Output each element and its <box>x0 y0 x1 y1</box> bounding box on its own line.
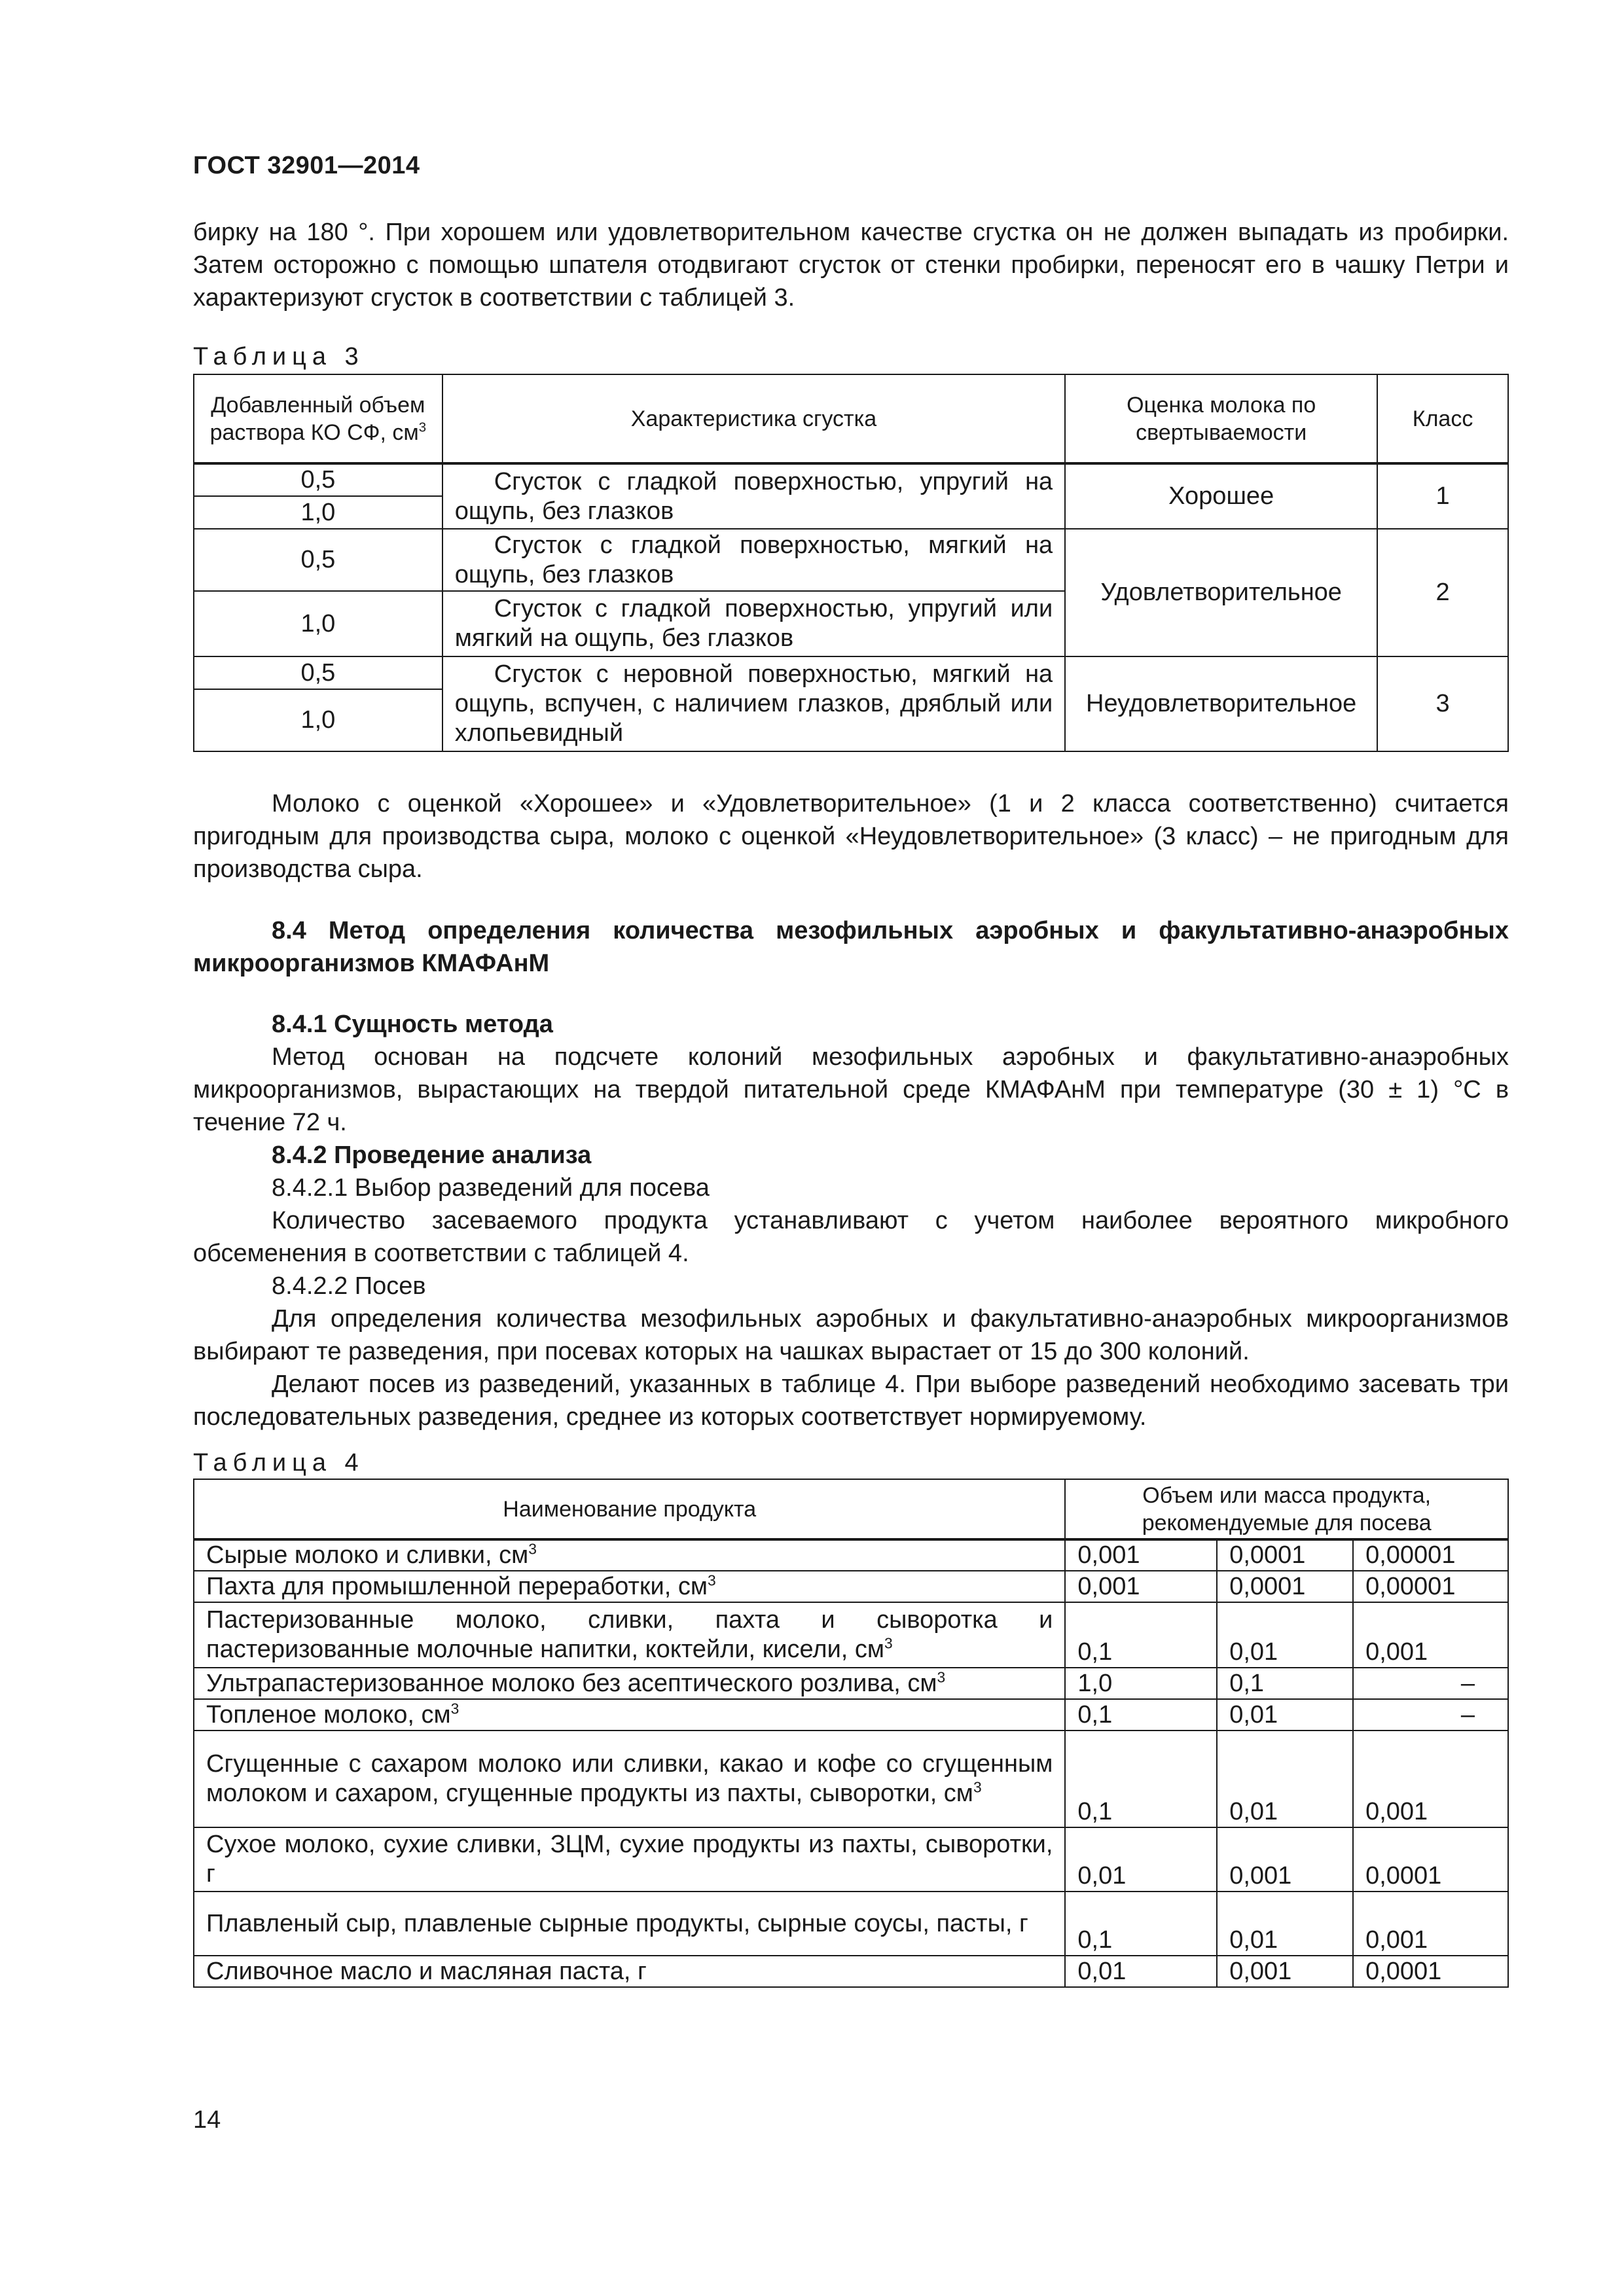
value-cell: 0,001 <box>1217 1956 1353 1987</box>
characteristic-cell: Сгусток с неровной поверхностью, мягкий на ощупь, вспучен, с наличием глазков, дряблый или хлопьевидный <box>442 656 1066 751</box>
section-8-4-body <box>193 1008 1509 1433</box>
value-cell: 0,1 <box>1217 1668 1353 1699</box>
class-cell: 2 <box>1377 529 1508 656</box>
rating-cell: Удовлетворительное <box>1065 529 1377 656</box>
product-name-cell: Топленое молоко, $см^3$ <box>194 1699 1065 1731</box>
table-row <box>194 656 1508 689</box>
table3-header-rating: Оценка молока по свертываемости <box>1065 374 1377 463</box>
table3 <box>193 374 1509 752</box>
product-name-cell: Сухое молоко, сухие сливки, ЗЦМ, сухие продукты из пахты, сыворотки, г <box>194 1827 1065 1892</box>
value-cell: 0,001 <box>1065 1539 1217 1571</box>
rating-cell: Хорошее <box>1065 463 1377 529</box>
value-cell: 0,0001 <box>1217 1571 1353 1602</box>
table4-caption: Таблица 4 <box>193 1449 365 1477</box>
table4 <box>193 1479 1509 1988</box>
class-cell: 1 <box>1377 463 1508 529</box>
product-name-cell: Сгущенные с сахаром молоко или сливки, какао и кофе со сгущенным молоком и сахаром, сгущенные продукты из пахты, сыворотки, $см^3$ <box>194 1731 1065 1827</box>
table-row <box>194 1956 1508 1987</box>
value-cell: 0,00001 <box>1353 1539 1508 1571</box>
value-cell: 0,01 <box>1217 1892 1353 1956</box>
value-cell: 0,1 <box>1065 1699 1217 1731</box>
value-cell: 1,0 <box>1065 1668 1217 1699</box>
table4-header-volume: Объем или масса продукта, рекомендуемые для посева <box>1065 1479 1508 1539</box>
table-row <box>194 1602 1508 1668</box>
table4-header-product: Наименование продукта <box>194 1479 1065 1539</box>
product-name-cell: Сливочное масло и масляная паста, г <box>194 1956 1065 1987</box>
table-row <box>194 529 1508 591</box>
section-8-4-title: 8.4 Метод определения количества мезофильных аэробных и факультативно-анаэробных микроорганизмов КМАФАнМ <box>193 917 1509 977</box>
section-8-4-2-1-title: 8.4.2.1 Выбор разведений для посева <box>272 1174 710 1202</box>
section-8-4-2-2-text1: Для определения количества мезофильных аэробных и факультативно-анаэробных микроорганизмов выбирают те разведения, при посевах которых на чашках вырастает от 15 до 300 колоний. <box>193 1305 1509 1365</box>
value-cell: 0,01 <box>1217 1699 1353 1731</box>
characteristic-cell: Сгусток с гладкой поверхностью, мягкий на ощупь, без глазков <box>442 529 1066 591</box>
table3-header-row <box>194 374 1508 463</box>
value-cell: 0,01 <box>1217 1602 1353 1668</box>
rating-cell: Неудовлетворительное <box>1065 656 1377 751</box>
value-cell: 0,01 <box>1065 1827 1217 1892</box>
value-cell: 0,01 <box>1217 1731 1353 1827</box>
table3-header-class: Класс <box>1377 374 1508 463</box>
intro-paragraph <box>193 216 1509 314</box>
value-cell: – <box>1353 1668 1508 1699</box>
value-cell: 0,00001 <box>1353 1571 1508 1602</box>
table-row <box>194 1892 1508 1956</box>
value-cell: 0,1 <box>1065 1892 1217 1956</box>
section-8-4-2-2-title: 8.4.2.2 Посев <box>272 1272 426 1300</box>
table-row <box>194 1827 1508 1892</box>
page-number: 14 <box>193 2106 221 2134</box>
after-table3-text: Молоко с оценкой «Хорошее» и «Удовлетворительное» (1 и 2 класса соответственно) считается пригодным для производства сыра, молоко с оценкой «Неудовлетворительное» (3 класс) – не пригодным для производства сыра. <box>193 790 1509 883</box>
value-cell: 0,1 <box>1065 1731 1217 1827</box>
volume-cell: 0,5 <box>194 529 442 591</box>
value-cell: 0,001 <box>1353 1892 1508 1956</box>
value-cell: 0,001 <box>1065 1571 1217 1602</box>
product-name-cell: Плавленый сыр, плавленые сырные продукты, сырные соусы, пасты, г <box>194 1892 1065 1956</box>
section-8-4-heading <box>193 914 1509 980</box>
section-8-4-2-title: 8.4.2 Проведение анализа <box>272 1141 592 1169</box>
volume-cell: 1,0 <box>194 591 442 656</box>
section-8-4-2-2-text2: Делают посев из разведений, указанных в таблице 4. При выборе разведений необходимо засевать три последовательных разведения, среднее из которых соответствует нормируемому. <box>193 1371 1509 1431</box>
value-cell: 0,0001 <box>1353 1827 1508 1892</box>
product-name-cell: Сырые молоко и сливки, $см^3$ <box>194 1539 1065 1571</box>
table-row <box>194 463 1508 496</box>
value-cell: 0,0001 <box>1217 1539 1353 1571</box>
table3-header-volume: Добавленный объем раствора КО СФ, $см^3$ <box>194 374 442 463</box>
value-cell: – <box>1353 1699 1508 1731</box>
product-name-cell: Ультрапастеризованное молоко без асептического розлива, $см^3$ <box>194 1668 1065 1699</box>
value-cell: 0,001 <box>1353 1602 1508 1668</box>
table-row <box>194 1731 1508 1827</box>
table-row <box>194 1539 1508 1571</box>
volume-cell: 1,0 <box>194 689 442 751</box>
volume-cell: 1,0 <box>194 496 442 529</box>
value-cell: 0,0001 <box>1353 1956 1508 1987</box>
table3-caption: Таблица 3 <box>193 343 365 370</box>
table3-header-characteristic: Характеристика сгустка <box>442 374 1066 463</box>
section-8-4-2-1-text: Количество засеваемого продукта устанавливают с учетом наиболее вероятного микробного обсеменения в соответствии с таблицей 4. <box>193 1207 1509 1267</box>
table-row <box>194 1668 1508 1699</box>
class-cell: 3 <box>1377 656 1508 751</box>
volume-cell: 0,5 <box>194 463 442 496</box>
table-row <box>194 1699 1508 1731</box>
volume-cell: 0,5 <box>194 656 442 689</box>
value-cell: 0,1 <box>1065 1602 1217 1668</box>
characteristic-cell: Сгусток с гладкой поверхностью, упругий или мягкий на ощупь, без глазков <box>442 591 1066 656</box>
document-page <box>193 0 1509 2296</box>
intro-text: бирку на 180 °. При хорошем или удовлетворительном качестве сгустка он не должен выпадать из пробирки. Затем осторожно с помощью шпателя отодвигают сгусток от стенки пробирки, переносят его в чашку Петри и характеризуют сгусток в соответствии с таблицей 3. <box>193 219 1509 312</box>
characteristic-cell: Сгусток с гладкой поверхностью, упругий на ощупь, без глазков <box>442 463 1066 529</box>
product-name-cell: Пахта для промышленной переработки, $см^3$ <box>194 1571 1065 1602</box>
value-cell: 0,01 <box>1065 1956 1217 1987</box>
after-table3-paragraph <box>193 787 1509 886</box>
table-row <box>194 1571 1508 1602</box>
section-8-4-1-text: Метод основан на подсчете колоний мезофильных аэробных и факультативно-анаэробных микроорганизмов, вырастающих на твердой питательной среде КМАФАнМ при температуре (30 ± 1) °С в течение 72 ч. <box>193 1043 1509 1136</box>
value-cell: 0,001 <box>1217 1827 1353 1892</box>
value-cell: 0,001 <box>1353 1731 1508 1827</box>
document-header: ГОСТ 32901—2014 <box>193 152 420 179</box>
table4-header-row <box>194 1479 1508 1539</box>
product-name-cell: Пастеризованные молоко, сливки, пахта и сыворотка и пастеризованные молочные напитки, коктейли, кисели, $см^3$ <box>194 1602 1065 1668</box>
section-8-4-1-title: 8.4.1 Сущность метода <box>272 1011 553 1038</box>
